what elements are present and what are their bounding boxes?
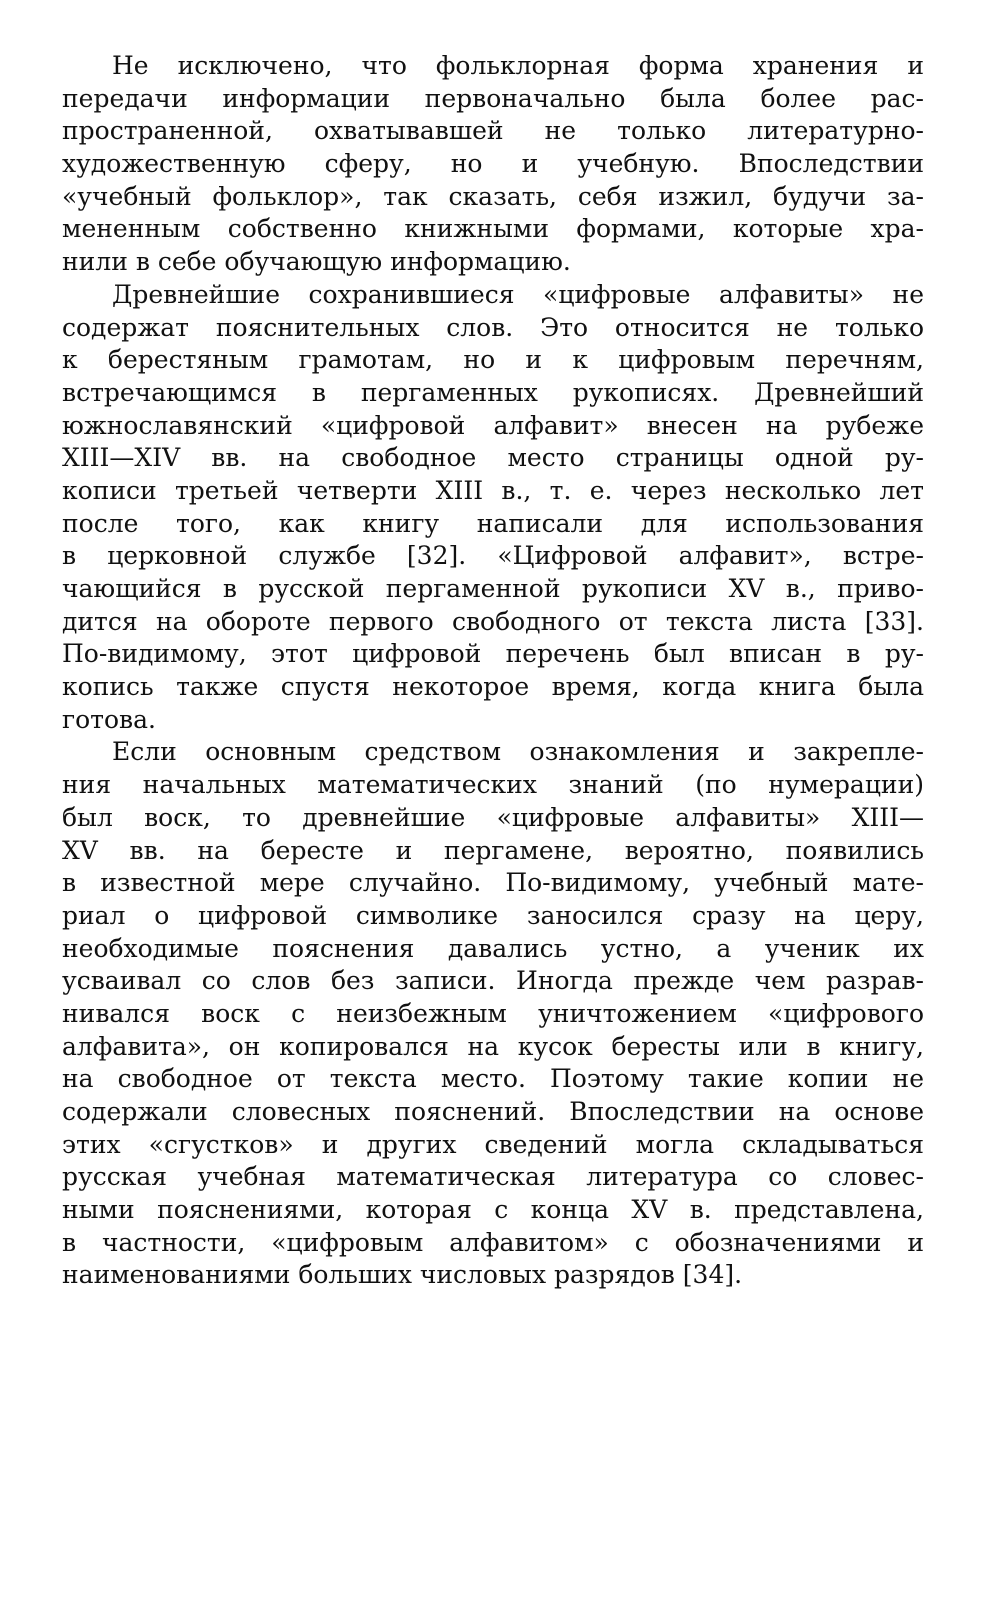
text-line: кописи третьей четверти XIII в., т. е. через несколько лет: [62, 475, 924, 505]
text-line: встречающимся в пергаменных рукописях. Древнейший: [62, 377, 924, 407]
text-line: наименованиями больших числовых разрядов [34].: [62, 1260, 743, 1290]
text-line: риал о цифровой символике заносился сразу на церу,: [62, 900, 924, 930]
paragraph-2: [62, 279, 924, 737]
text-line: ными пояснениями, которая с конца XV в. представлена,: [62, 1195, 924, 1225]
text-line: в церковной службе [32]. «Цифровой алфавит», встре-: [62, 541, 924, 571]
text-line: передачи информации первоначально была более рас-: [62, 83, 924, 113]
text-line: в частности, «цифровым алфавитом» с обозначениями и: [62, 1227, 924, 1257]
text-line: южнославянский «цифровой алфавит» внесен на рубеже: [62, 410, 924, 440]
text-line: нивался воск с неизбежным уничтожением «цифрового: [62, 998, 924, 1028]
paragraph-1: [62, 50, 924, 279]
text-line: XIII—XIV вв. на свободное место страницы одной ру-: [62, 443, 924, 473]
text-line: художественную сферу, но и учебную. Впоследствии: [62, 149, 924, 179]
text-line: готова.: [62, 704, 156, 734]
text-line: чающийся в русской пергаменной рукописи XV в., приво-: [62, 574, 924, 603]
text-line: Не исключено, что фольклорная форма хранения и: [112, 51, 924, 80]
text-line: Древнейшие сохранившиеся «цифровые алфавиты» не: [112, 279, 924, 309]
text-line: ния начальных математических знаний (по нумерации): [62, 770, 924, 800]
paragraph-3: [62, 736, 924, 1292]
text-line: Если основным средством ознакомления и закрепле-: [112, 737, 924, 767]
text-line: содержали словесных пояснений. Впоследствии на основе: [62, 1097, 924, 1126]
text-line: дится на обороте первого свободного от текста листа [33].: [62, 606, 924, 636]
text-line: содержат пояснительных слов. Это относится не только: [62, 312, 924, 342]
text-line: этих «сгустков» и других сведений могла складываться: [62, 1129, 924, 1159]
text-line: к берестяным грамотам, но и к цифровым перечням,: [62, 345, 924, 375]
text-line: мененным собственно книжными формами, которые хра-: [62, 214, 924, 244]
document-page: [62, 50, 924, 1292]
text-line: необходимые пояснения давались устно, а ученик их: [62, 933, 924, 963]
text-line: «учебный фольклор», так сказать, себя изжил, будучи за-: [62, 181, 924, 211]
text-line: русская учебная математическая литература со словес-: [62, 1162, 924, 1192]
text-line: на свободное от текста место. Поэтому такие копии не: [62, 1064, 924, 1094]
text-line: XV вв. на бересте и пергамене, вероятно, появились: [62, 835, 924, 865]
text-line: усваивал со слов без записи. Иногда прежде чем разрав-: [62, 966, 924, 996]
text-line: алфавита», он копировался на кусок бересты или в книгу,: [62, 1031, 924, 1061]
text-line: в известной мере случайно. По-видимому, учебный мате-: [62, 868, 924, 898]
text-line: По-видимому, этот цифровой перечень был вписан в ру-: [62, 639, 924, 669]
text-line: после того, как книгу написали для использования: [62, 508, 924, 538]
text-line: копись также спустя некоторое время, когда книга была: [62, 672, 924, 702]
text-line: пространенной, охватывавшей не только литературно-: [62, 116, 924, 146]
text-line: нили в себе обучающую информацию.: [62, 247, 571, 277]
text-line: был воск, то древнейшие «цифровые алфавиты» XIII—: [62, 802, 924, 832]
